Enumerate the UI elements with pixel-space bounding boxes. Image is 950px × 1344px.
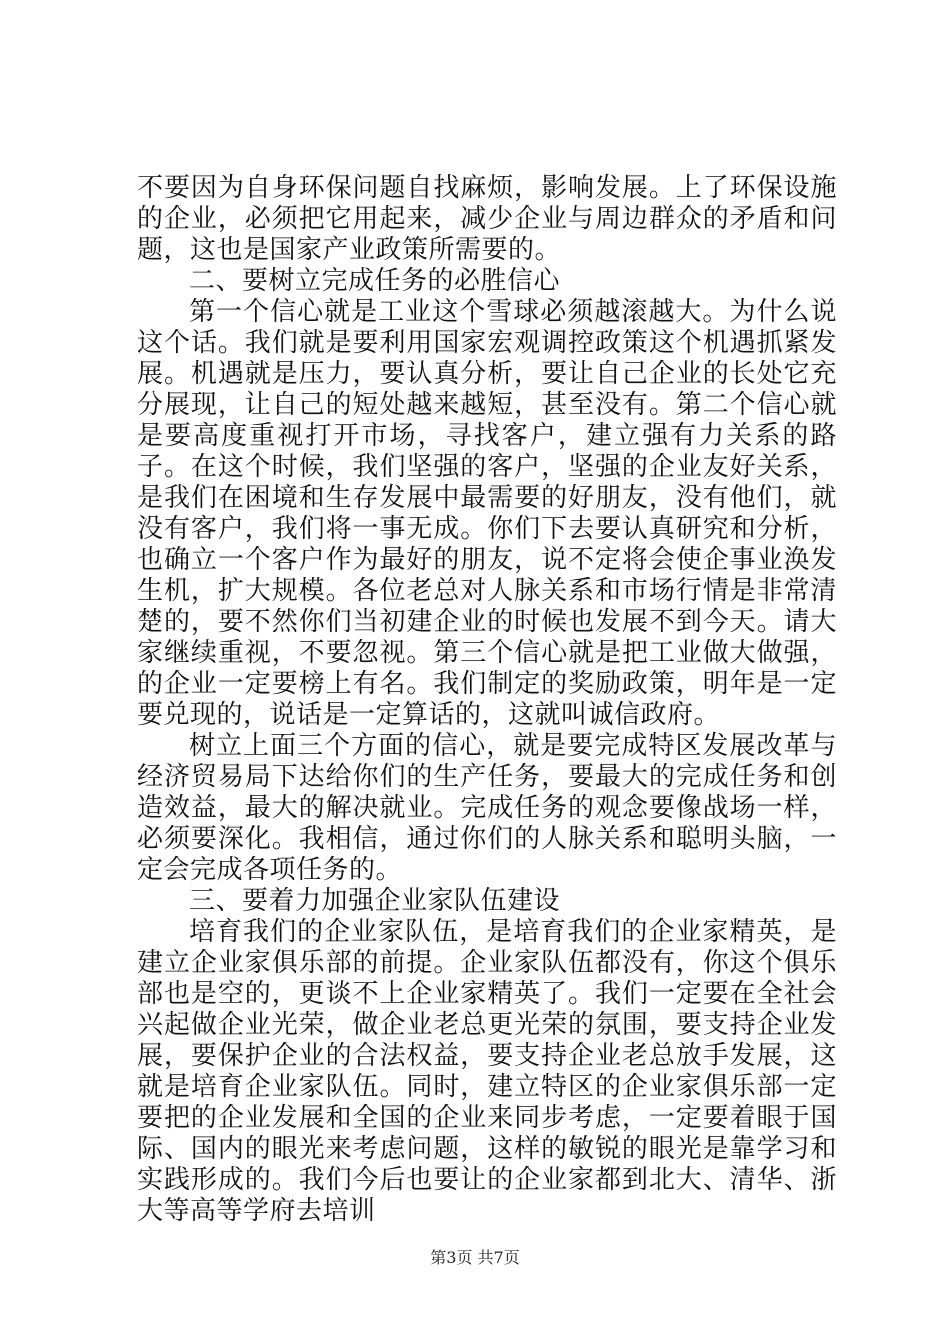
section-heading-3: 三、要着力加强企业家队伍建设	[189, 886, 561, 916]
document-body	[137, 173, 837, 1227]
section-heading-2: 二、要树立完成任务的必胜信心	[189, 266, 561, 296]
paragraph-confidence: 第一个信心就是工业这个雪球必须越滚越大。为什么说这个话。我们就是要利用国家宏观调控政策这个机遇抓紧发展。机遇就是压力，要认真分析，要让自己企业的长处它充分展现，让自己的短处越来越短，甚至没有。第二个信心就是要高度重视打开市场，寻找客户，建立强有力关系的路子。在这个时候，我们坚强的客户，坚强的企业友好关系，是我们在困境和生存发展中最需要的好朋友，没有他们，就没有客户，我们将一事无成。你们下去要认真研究和分析，也确立一个客户作为最好的朋友，说不定将会使企事业涣发生机，扩大规模。各位老总对人脉关系和市场行情是非常清楚的，要不然你们当初建企业的时候也发展不到今天。请大家继续重视，不要忽视。第三个信心就是把工业做大做强，的企业一定要榜上有名。我们制定的奖励政策，明年是一定要兑现的，说话是一定算话的，这就叫诚信政府。	[137, 297, 837, 730]
page-number-footer: 第3页 共7页	[430, 1248, 520, 1267]
paragraph-tasks: 树立上面三个方面的信心，就是要完成特区发展改革与经济贸易局下达给你们的生产任务，要最大的完成任务和创造效益，最大的解决就业。完成任务的观念要像战场一样，必须要深化。我相信，通过你们的人脉关系和聪明头脑，一定会完成各项任务的。	[137, 731, 837, 885]
paragraph-continuation: 不要因为自身环保问题自找麻烦，影响发展。上了环保设施的企业，必须把它用起来，减少企业与周边群众的矛盾和问题，这也是国家产业政策所需要的。	[137, 173, 837, 265]
paragraph-entrepreneurs: 培育我们的企业家队伍，是培育我们的企业家精英，是建立企业家俱乐部的前提。企业家队伍都没有，你这个俱乐部也是空的，更谈不上企业家精英了。我们一定要在全社会兴起做企业光荣，做企业老总更光荣的氛围，要支持企业发展，要保护企业的合法权益，要支持企业老总放手发展，这就是培育企业家队伍。同时，建立特区的企业家俱乐部一定要把的企业发展和全国的企业来同步考虑，一定要着眼于国际、国内的眼光来考虑问题，这样的敏锐的眼光是靠学习和实践形成的。我们今后也要让的企业家都到北大、清华、浙大等高等学府去培训	[137, 917, 837, 1226]
